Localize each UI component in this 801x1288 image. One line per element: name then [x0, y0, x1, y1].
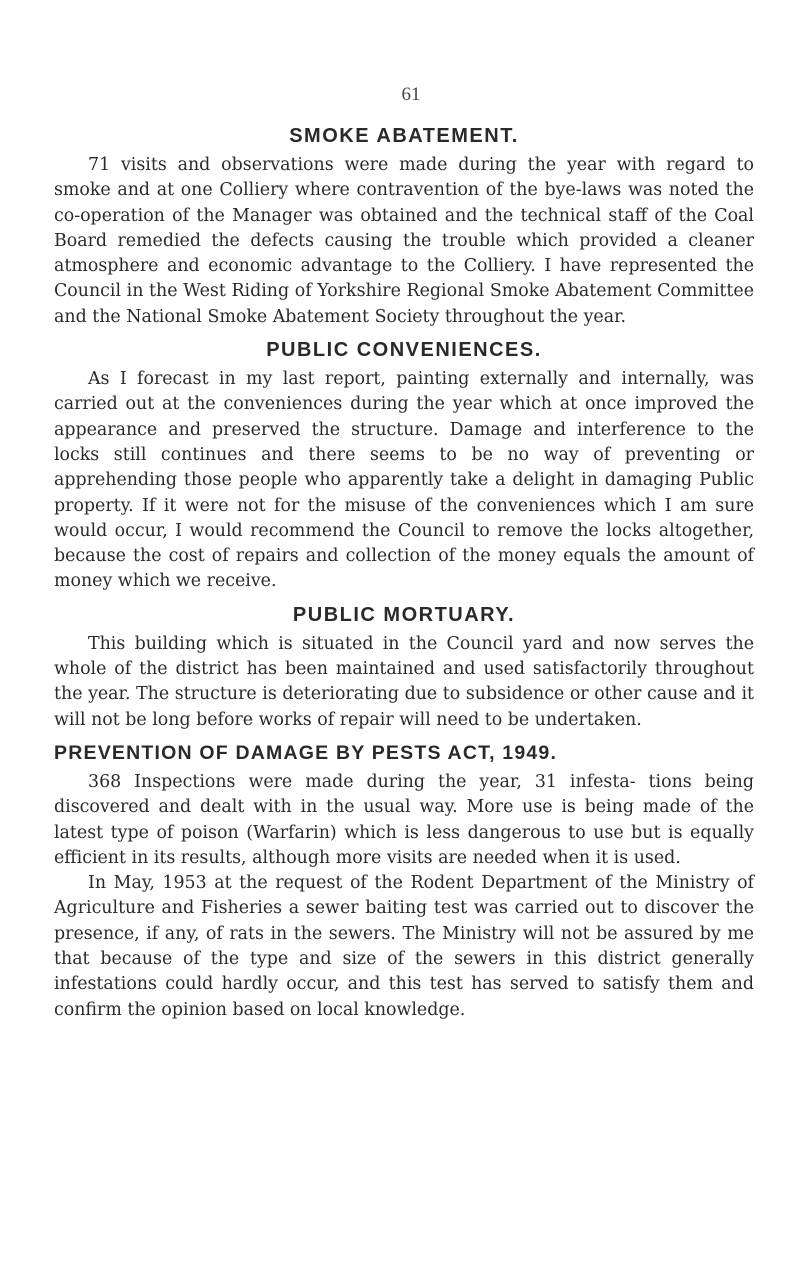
paragraph: 71 visits and observations were made during the year with regard to smoke and at one Colliery where contravention of the bye-laws was noted the co-operation of the Manager was obtained and the technical staff of the Coal Board remedied the defects causing the trouble which provided a cleaner atmosphere and economic advantage to the Colliery. I have represented the Council in the West Riding of Yorkshire Regional Smoke Abatement Committee and the National Smoke Abatement Society throughout the year.: [54, 155, 754, 327]
section-public-mortuary: [54, 601, 754, 733]
paragraph: In May, 1953 at the request of the Rodent Department of the Ministry of Agriculture and Fisheries a sewer baiting test was carried out to discover the presence, if any, of rats in the sewers. The Ministry will not be assured by me that because of the type and size of the sewers in this district generally infestations could hardly occur, and this test has served to satisfy them and confirm the opinion based on local knowledge.: [54, 873, 754, 1020]
document-page: [54, 84, 754, 1029]
section-heading: PUBLIC CONVENIENCES.: [266, 339, 542, 362]
paragraph: 368 Inspections were made during the year, 31 infesta- tions being discovered and dealt with in the usual way. More use is being made of the latest type of poison (Warfarin) which is less dangerous to use but is equally efficient in its results, although more visits are needed when it is used.: [54, 771, 754, 868]
page-number: 61: [401, 84, 421, 105]
paragraph: As I forecast in my last report, painting externally and internally, was carried out at the conveniences during the year which at once improved the appearance and preserved the structure. Damage and interference to the locks still continues and there seems to be no way of preventing or apprehending those people who apparently take a delight in damaging Public property. If it were not for the misuse of the conveniences which I am sure would occur, I would recommend the Council to remove the locks altogether, because the cost of repairs and collection of the money equals the amount of money which we receive.: [54, 369, 754, 592]
section-prevention-of-damage: [54, 739, 754, 1023]
section-public-conveniences: [54, 336, 754, 595]
section-heading: PUBLIC MORTUARY.: [292, 603, 516, 626]
section-heading: SMOKE ABATEMENT.: [289, 125, 519, 147]
section-heading: PREVENTION OF DAMAGE BY PESTS ACT, 1949.: [54, 741, 558, 764]
paragraph: This building which is situated in the Council yard and now serves the whole of the district has been maintained and used satisfactorily throughout the year. The structure is deteriorating due to subsidence or other cause and it will not be long before works of repair will need to be undertaken.: [54, 633, 754, 730]
section-smoke-abatement: [54, 122, 754, 330]
